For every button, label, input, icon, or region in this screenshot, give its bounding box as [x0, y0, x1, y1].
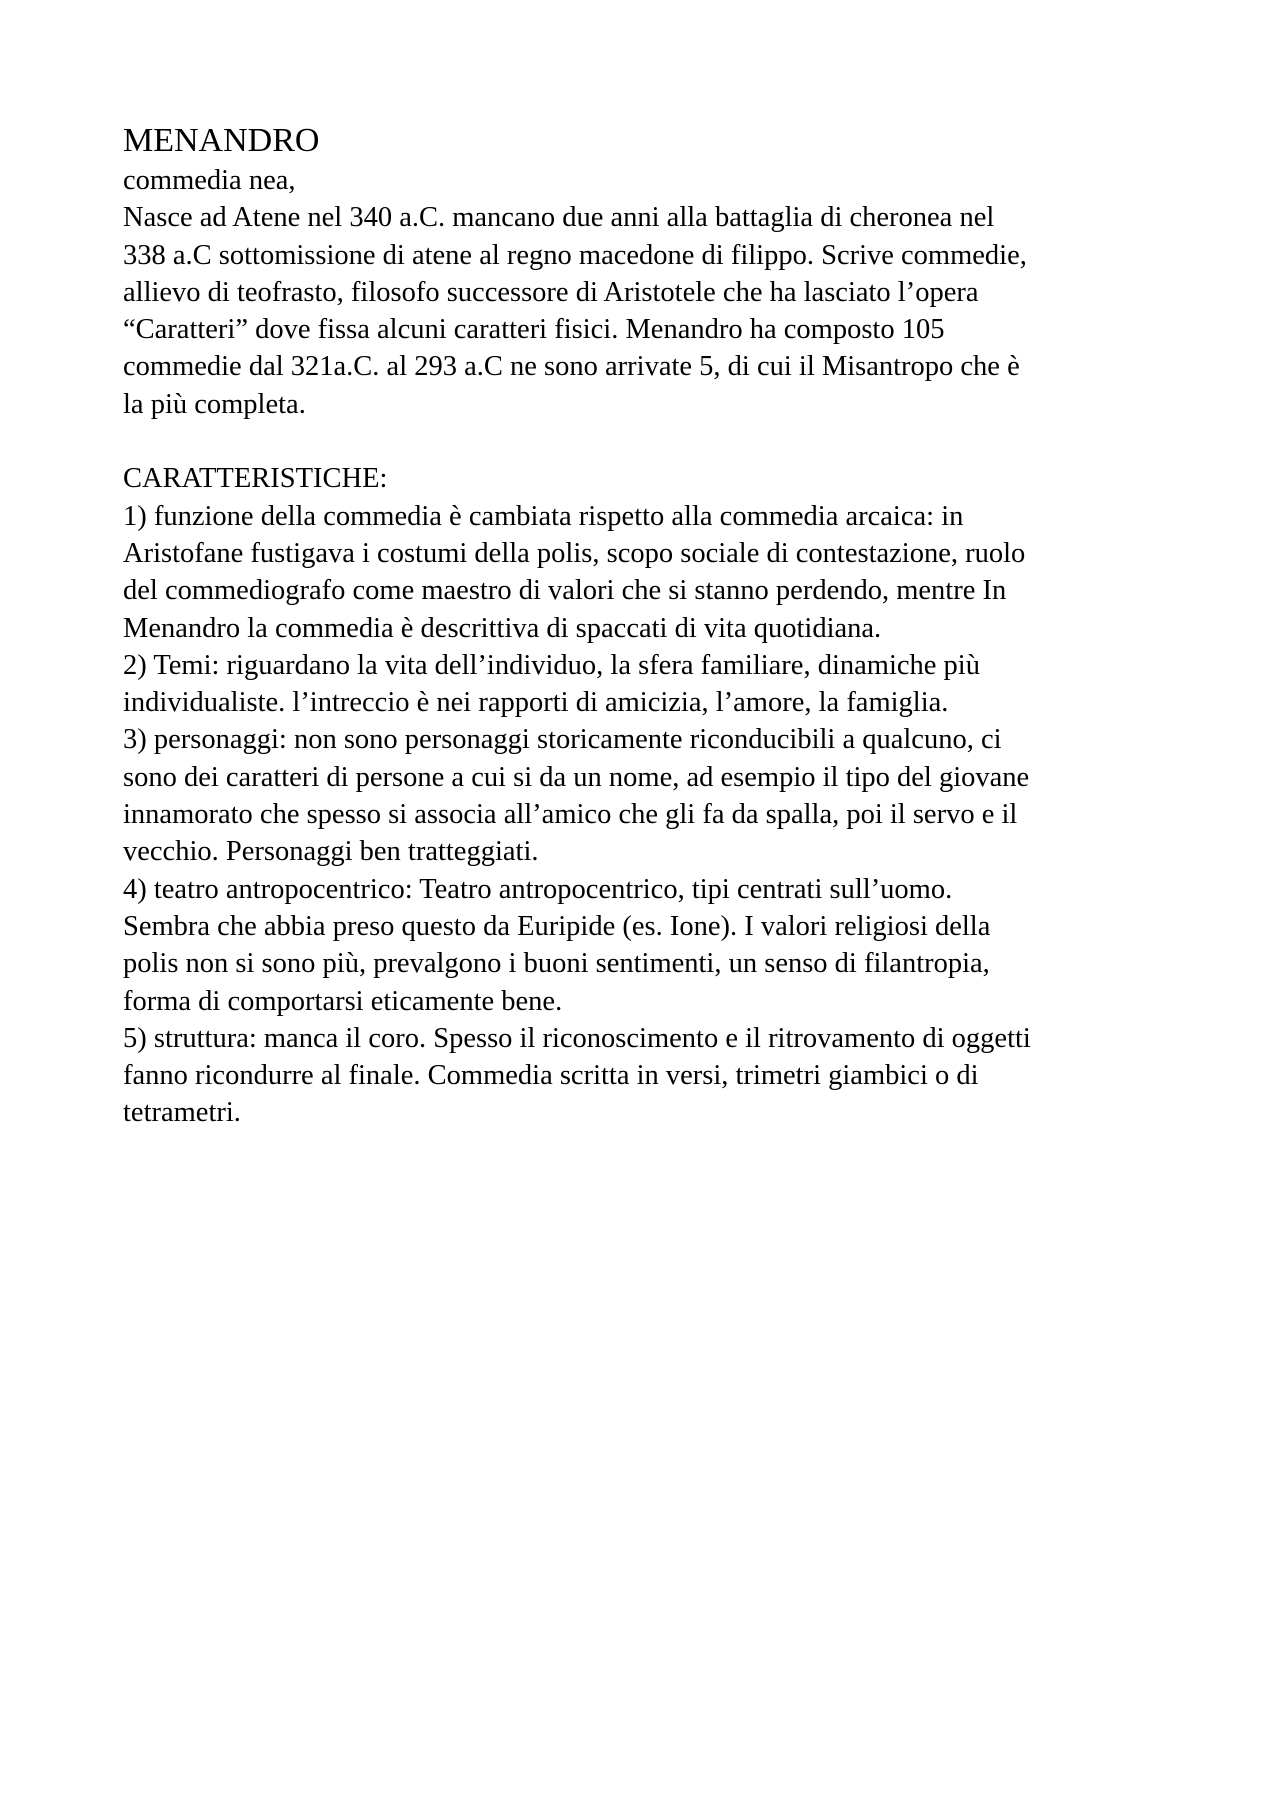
- text-line: individualiste. l’intreccio è nei rapporti di amicizia, l’amore, la famiglia.: [123, 687, 949, 719]
- text-line: polis non si sono più, prevalgono i buoni sentimenti, un senso di filantropia,: [123, 948, 990, 980]
- text-line: Sembra che abbia preso questo da Euripide (es. Ione). I valori religiosi della: [123, 910, 991, 942]
- text-line: 338 a.C sottomissione di atene al regno macedone di filippo. Scrive commedie,: [123, 239, 1027, 271]
- text-line: 1) funzione della commedia è cambiata rispetto alla commedia arcaica: in: [123, 500, 964, 532]
- text-line: Menandro la commedia è descrittiva di spaccati di vita quotidiana.: [123, 612, 882, 644]
- text-line: tetrametri.: [123, 1097, 241, 1129]
- document-body: [123, 120, 1163, 1132]
- text-line: “Caratteri” dove fissa alcuni caratteri fisici. Menandro ha composto 105: [123, 314, 945, 346]
- intro-paragraph: [123, 162, 1163, 423]
- text-line: 3) personaggi: non sono personaggi storicamente riconducibili a qualcuno, ci: [123, 724, 1002, 756]
- document-title: MENANDRO: [123, 122, 320, 159]
- text-line: commedia nea,: [123, 165, 296, 196]
- text-line: commedie dal 321a.C. al 293 a.C ne sono arrivate 5, di cui il Misantropo che è: [123, 351, 1020, 383]
- text-line: Nasce ad Atene nel 340 a.C. mancano due anni alla battaglia di cheronea nel: [123, 202, 995, 234]
- text-line: allievo di teofrasto, filosofo successore di Aristotele che ha lasciato l’opera: [123, 276, 979, 308]
- text-line: forma di comportarsi eticamente bene.: [123, 985, 563, 1017]
- blank-line: [123, 423, 1163, 460]
- characteristics-list: [123, 498, 1163, 1132]
- text-line: 5) struttura: manca il coro. Spesso il riconoscimento e il ritrovamento di oggetti: [123, 1022, 1031, 1054]
- text-line: la più completa.: [123, 388, 306, 420]
- text-line: 4) teatro antropocentrico: Teatro antropocentrico, tipi centrati sull’uomo.: [123, 873, 953, 905]
- text-line: del commediografo come maestro di valori che si stanno perdendo, mentre In: [123, 575, 1007, 607]
- section-heading: CARATTERISTICHE:: [123, 463, 388, 495]
- text-line: 2) Temi: riguardano la vita dell’individuo, la sfera familiare, dinamiche più: [123, 649, 980, 681]
- text-line: sono dei caratteri di persone a cui si da un nome, ad esempio il tipo del giovane: [123, 761, 1030, 793]
- text-line: Aristofane fustigava i costumi della polis, scopo sociale di contestazione, ruolo: [123, 537, 1026, 569]
- text-line: vecchio. Personaggi ben tratteggiati.: [123, 836, 539, 868]
- text-line: fanno ricondurre al finale. Commedia scritta in versi, trimetri giambici o di: [123, 1060, 979, 1092]
- text-line: innamorato che spesso si associa all’amico che gli fa da spalla, poi il servo e il: [123, 799, 1018, 831]
